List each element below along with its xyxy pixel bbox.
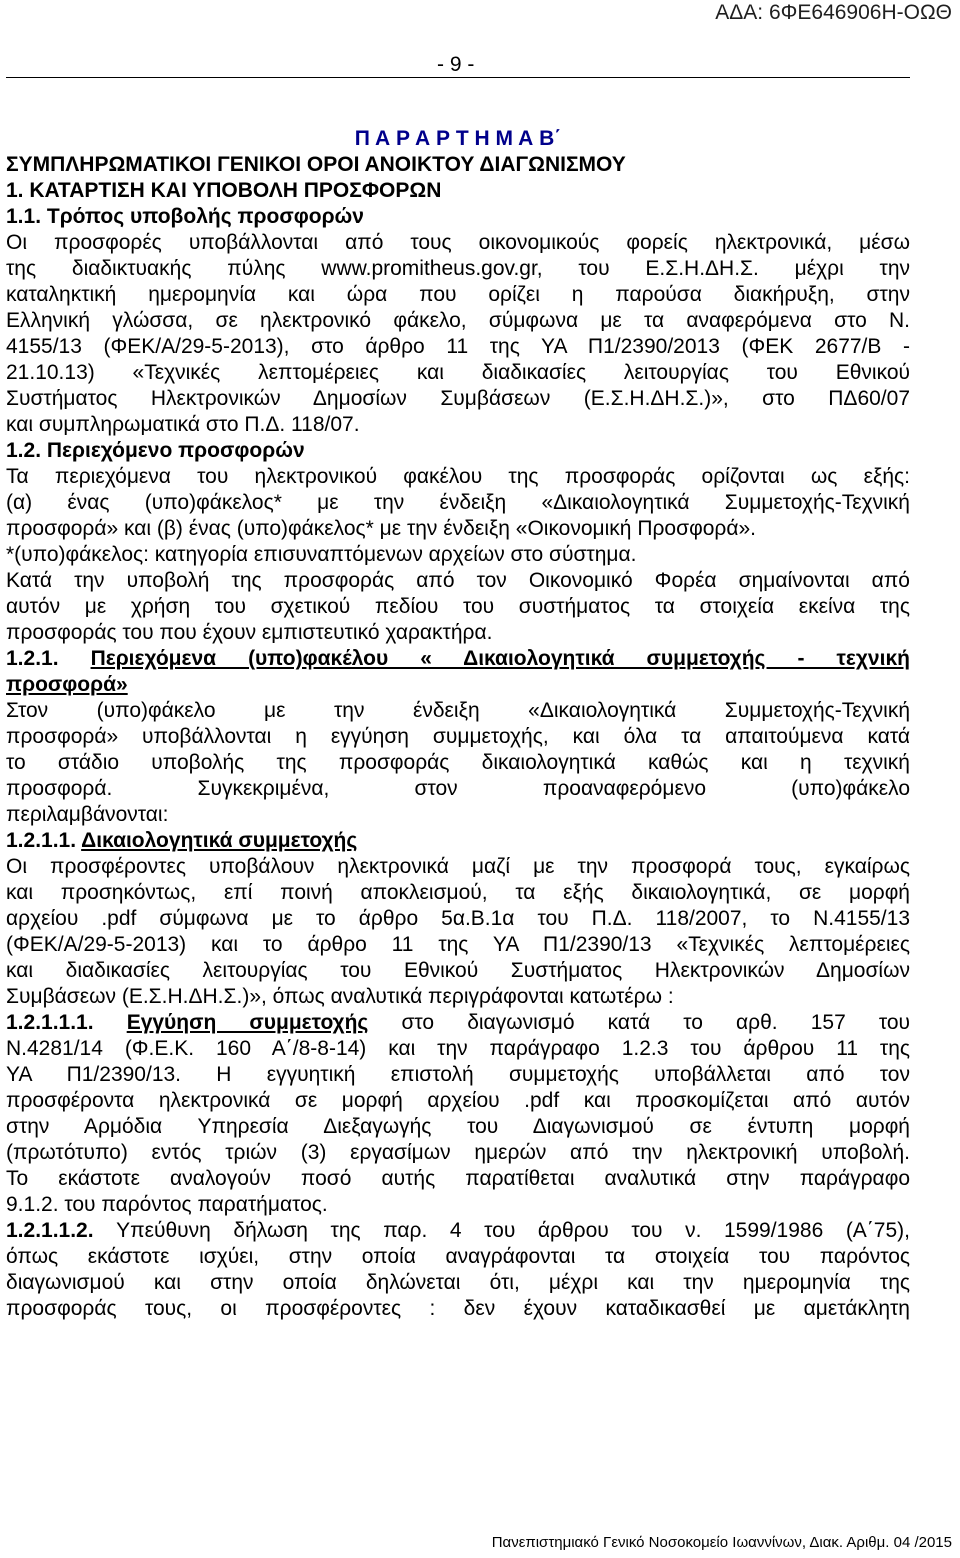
text-span: Περιεχόμενα (υπο)φακέλου « Δικαιολογητικά συμμετοχής - τεχνική xyxy=(90,647,910,670)
text-span: Κατά την υποβολή της προσφοράς από τον Οικονομικό Φορέα σημαίνονται από xyxy=(6,569,910,592)
text-span: αρχείου .pdf σύμφωνα με το άρθρο 5α.Β.1α του Π.Δ. 118/2007, το Ν.4155/13 xyxy=(6,907,910,930)
text-span: όπως εκάστοτε ισχύει, στην οποία αναγράφονται τα στοιχεία του παρόντος xyxy=(6,1245,910,1268)
text-line xyxy=(6,490,910,516)
text-span: (ΦΕΚ/Α/29-5-2013) και το άρθρο 11 της ΥΑ Π1/2390/13 «Τεχνικές λεπτομέρειες xyxy=(6,933,910,956)
text-line xyxy=(6,1192,910,1218)
text-line xyxy=(6,516,910,542)
text-line xyxy=(6,126,910,152)
text-span: το στάδιο υποβολής της προσφοράς δικαιολογητικά καθώς και η τεχνική xyxy=(6,751,910,774)
text-line xyxy=(6,1218,910,1244)
text-span: 4155/13 (ΦΕΚ/Α/29-5-2013), στο άρθρο 11 της ΥΑ Π1/2390/2013 (ΦΕΚ 2677/Β - xyxy=(6,335,910,358)
text-span: Ελληνική γλώσσα, σε ηλεκτρονικό φάκελο, σύμφωνα με τα αναφερόμενα στο Ν. xyxy=(6,309,910,332)
text-span: 1.2. Περιεχόμενο προσφορών xyxy=(6,439,305,462)
text-span: Ν.4281/14 (Φ.Ε.Κ. 160 Α΄/8-8-14) και την παράγραφο 1.2.3 του άρθρου 11 της xyxy=(6,1037,910,1060)
text-span: 1.2.1. xyxy=(6,647,91,670)
text-line xyxy=(6,386,910,412)
text-line xyxy=(6,282,910,308)
text-span: διαγωνισμού και στην οποία δηλώνεται ότι, μέχρι και την ημερομηνία της xyxy=(6,1271,910,1294)
text-line xyxy=(6,568,910,594)
text-span: αυτόν με χρήση του σχετικού πεδίου του συστήματος τα στοιχεία εκείνα της xyxy=(6,595,910,618)
text-span: προσφοράς του που έχουν εμπιστευτικό χαρακτήρα. xyxy=(6,621,493,644)
text-span: Δικαιολογητικά συμμετοχής xyxy=(81,829,358,852)
text-span: Συστήματος Ηλεκτρονικών Δημοσίων Συμβάσεων (Ε.Σ.Η.ΔΗ.Σ.)», στο ΠΔ60/07 xyxy=(6,387,910,410)
text-line xyxy=(6,1088,910,1114)
text-line xyxy=(6,360,910,386)
text-line xyxy=(6,1140,910,1166)
text-span: *(υπο)φάκελος: κατηγορία επισυναπτόμενων αρχείων στο σύστημα. xyxy=(6,543,637,566)
text-span: ΣΥΜΠΛΗΡΩΜΑΤΙΚΟΙ ΓΕΝΙΚΟΙ ΟΡΟΙ ΑΝΟΙΚΤΟΥ ΔΙΑΓΩΝΙΣΜΟΥ xyxy=(6,153,626,176)
text-line xyxy=(6,1244,910,1270)
page-number: - 9 - xyxy=(437,53,475,76)
text-span: Τα περιεχόμενα του ηλεκτρονικού φακέλου της προσφοράς ορίζονται ως εξής: xyxy=(6,465,910,488)
text-span: Στον (υπο)φάκελο με την ένδειξη «Δικαιολογητικά Συμμετοχής-Τεχνική xyxy=(6,699,910,722)
text-line xyxy=(6,438,910,464)
text-line xyxy=(6,1114,910,1140)
text-span: 21.10.13) «Τεχνικές λεπτομέρειες και διαδικασίες λειτουργίας του Εθνικού xyxy=(6,361,910,384)
text-line xyxy=(6,698,910,724)
text-line xyxy=(6,750,910,776)
text-line xyxy=(6,906,910,932)
text-line xyxy=(6,646,910,672)
text-span: περιλαμβάνονται: xyxy=(6,803,169,826)
text-line xyxy=(6,958,910,984)
text-span: 1.2.1.1.1. xyxy=(6,1011,127,1034)
text-line xyxy=(6,828,910,854)
text-line xyxy=(6,776,910,802)
text-span: προσφοράς τους, οι προσφέροντες : δεν έχουν καταδικασθεί με αμετάκλητη xyxy=(6,1297,910,1320)
text-span: ΥΑ Π1/2390/13. Η εγγυητική επιστολή συμμετοχής υποβάλλεται από τον xyxy=(6,1063,910,1086)
text-line xyxy=(6,230,910,256)
document-body xyxy=(6,126,910,1322)
text-span: και συμπληρωματικά στο Π.Δ. 118/07. xyxy=(6,413,360,436)
text-span: Συμβάσεων (Ε.Σ.Η.ΔΗ.Σ.)», όπως αναλυτικά περιγράφονται κατωτέρω : xyxy=(6,985,674,1008)
text-span: προσφορά» υποβάλλονται η εγγύηση συμμετοχής, και όλα τα απαιτούμενα κατά xyxy=(6,725,910,748)
text-line xyxy=(6,1270,910,1296)
text-span: Οι προσφέροντες υποβάλουν ηλεκτρονικά μαζί με την προσφορά τους, εγκαίρως xyxy=(6,855,910,878)
text-line xyxy=(6,1010,910,1036)
text-line xyxy=(6,594,910,620)
text-line xyxy=(6,724,910,750)
text-span: 9.1.2. του παρόντος παρατήματος. xyxy=(6,1193,328,1216)
text-span: στο διαγωνισμό κατά το αρθ. 157 του xyxy=(368,1011,911,1034)
text-line xyxy=(6,1166,910,1192)
text-line xyxy=(6,178,910,204)
text-line xyxy=(6,802,910,828)
text-span: 1.1. Τρόπος υποβολής προσφορών xyxy=(6,205,364,228)
text-line xyxy=(6,880,910,906)
page-footer: Πανεπιστημιακό Γενικό Νοσοκομείο Ιωαννίνων, Διακ. Αριθμ. 04 /2015 xyxy=(491,1534,952,1551)
text-span: και προσηκόντως, επί ποινή αποκλεισμού, τα εξής δικαιολογητικά, σε μορφή xyxy=(6,881,910,904)
header-divider xyxy=(6,77,910,78)
text-line xyxy=(6,308,910,334)
text-span: 1.2.1.1.2. xyxy=(6,1219,117,1242)
text-span: της διαδικτυακής πύλης www.promitheus.gov.gr, του Ε.Σ.Η.ΔΗ.Σ. μέχρι την xyxy=(6,257,910,280)
text-span: καταληκτική ημερομηνία και ώρα που ορίζει η παρούσα διακήρυξη, στην xyxy=(6,283,910,306)
text-line xyxy=(6,412,910,438)
text-span: προσφέροντα ηλεκτρονικά σε μορφή αρχείου .pdf και προσκομίζεται από αυτόν xyxy=(6,1089,910,1112)
text-line xyxy=(6,1036,910,1062)
text-span: Οι προσφορές υποβάλλονται από τους οικονομικούς φορείς ηλεκτρονικά, μέσω xyxy=(6,231,910,254)
text-span: Εγγύηση συμμετοχής xyxy=(126,1011,369,1034)
text-line xyxy=(6,1062,910,1088)
text-line xyxy=(6,932,910,958)
text-span: Το εκάστοτε αναλογούν ποσό αυτής παρατίθεται αναλυτικά στην παράγραφο xyxy=(6,1167,910,1190)
ada-code: ΑΔΑ: 6ΦΕ646906Η-ΟΩΘ xyxy=(715,1,952,24)
text-span: προσφορά. Συγκεκριμένα, στον προαναφερόμενο (υπο)φάκελο xyxy=(6,777,910,800)
text-line xyxy=(6,672,910,698)
text-span: προσφορά» και (β) ένας (υπο)φάκελος* με την ένδειξη «Οικονομική Προσφορά». xyxy=(6,517,756,540)
text-line xyxy=(6,256,910,282)
text-span: 1. ΚΑΤΑΡΤΙΣΗ ΚΑΙ ΥΠΟΒΟΛΗ ΠΡΟΣΦΟΡΩΝ xyxy=(6,179,442,202)
text-span: προσφορά» xyxy=(6,673,128,696)
text-line xyxy=(6,984,910,1010)
text-span: στην Αρμόδια Υπηρεσία Διεξαγωγής του Διαγωνισμού σε έντυπη μορφή xyxy=(6,1115,910,1138)
text-span: (α) ένας (υπο)φάκελος* με την ένδειξη «Δικαιολογητικά Συμμετοχής-Τεχνική xyxy=(6,491,910,514)
text-line xyxy=(6,152,910,178)
text-span: και διαδικασίες λειτουργίας του Εθνικού Συστήματος Ηλεκτρονικών Δημοσίων xyxy=(6,959,910,982)
text-line xyxy=(6,620,910,646)
text-span: (πρωτότυπο) εντός τριών (3) εργασίμων ημερών από την ηλεκτρονική υποβολή. xyxy=(6,1141,910,1164)
text-line xyxy=(6,464,910,490)
text-span: 1.2.1.1. xyxy=(6,829,82,852)
text-line xyxy=(6,1296,910,1322)
text-line xyxy=(6,334,910,360)
text-span: Π Α Ρ Α Ρ Τ Η Μ Α Β΄ xyxy=(354,127,562,150)
text-line xyxy=(6,204,910,230)
text-line xyxy=(6,542,910,568)
text-line xyxy=(6,854,910,880)
text-span: Υπεύθυνη δήλωση της παρ. 4 του άρθρου του ν. 1599/1986 (Α΄75), xyxy=(116,1219,910,1242)
